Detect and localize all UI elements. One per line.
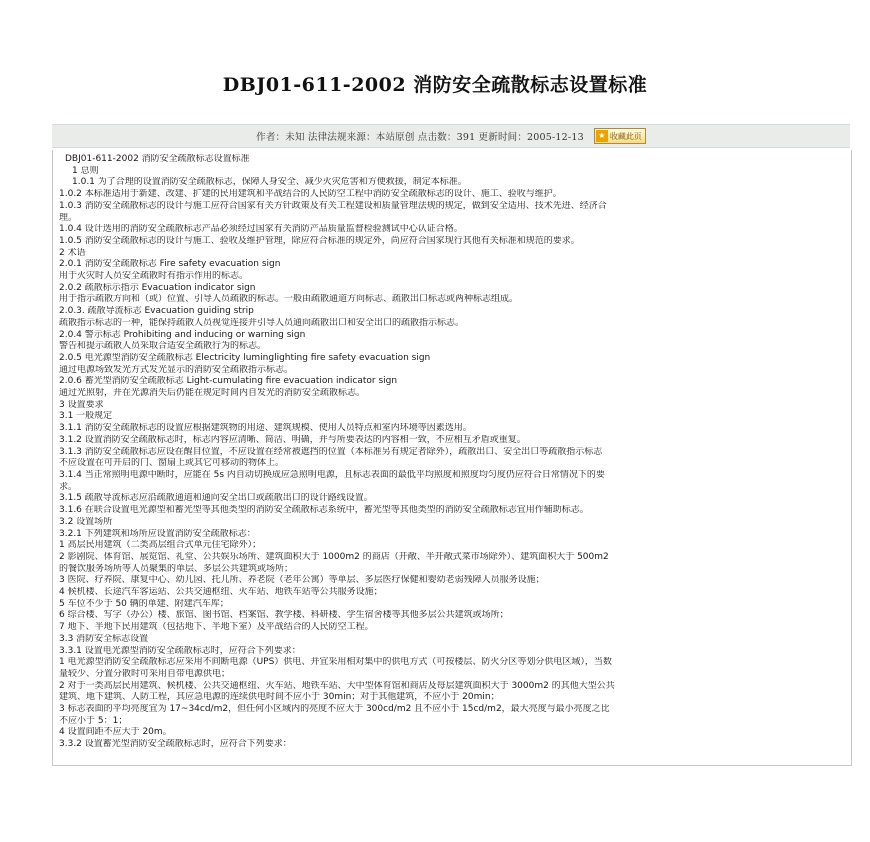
text-line: 3.1.3 消防安全疏散标志应设在醒目位置，不应设置在经常被遮挡的位置（本标准另有规定者除外），疏散出口、安全出口等疏散指示标志: [59, 446, 603, 457]
text-line: 5 车位不少于 50 辆的单建、附建汽车库；: [59, 598, 229, 609]
text-line: 1.0.3 消防安全疏散标志的设计与施工应符合国家有关方针政策及有关工程建设和质量管理法规的规定，做到安全适用、技术先进、经济合: [59, 200, 607, 211]
text-line: 2.0.1 消防安全疏散标志 Fire safety evacuation sign: [59, 259, 281, 270]
text-line: DBJ01-611-2002 消防安全疏散标志设置标准: [65, 154, 250, 164]
text-line: 通过光照射，并在光源消失后仍能在规定时间内自发光的消防安全疏散标志。: [59, 388, 366, 399]
text-line: 1 总则: [72, 165, 99, 176]
text-line: 2.0.6 蓄光型消防安全疏散标志 Light-cumulating fire evacuation indicator sign: [59, 376, 398, 387]
text-line: 求。: [59, 481, 78, 492]
text-line: 3.2 设置场所: [59, 516, 113, 527]
text-line: 2 影剧院、体育馆、展览馆、礼堂、公共娱乐场所、建筑面积大于 1000m2 的商店（开敞、半开敞式菜市场除外）、建筑面积大于 500m2: [59, 551, 609, 562]
article-meta-bar: [52, 124, 850, 148]
text-line: 3 标志表面的平均亮度宜为 17~34cd/m2，但任何小区域内的亮度不应大于 300cd/m2 且不应小于 15cd/m2，最大亮度与最小亮度之比: [59, 704, 610, 715]
text-line: 用于指示疏散方向和（或）位置、引导人员疏散的标志。一般由疏散通道方向标志、疏散出口标志或两种标志组成。: [59, 294, 519, 305]
text-line: 1.0.2 本标准适用于新建、改建、扩建的民用建筑和平战结合的人民防空工程中消防安全疏散标志的设计、施工、验收与维护。: [59, 189, 562, 200]
text-line: 3.1.2 设置消防安全疏散标志时，标志内容应清晰、简洁、明确，并与所要表达的内容相一致，不应相互矛盾或重复。: [59, 434, 526, 445]
text-line: 的餐饮服务场所等人员聚集的单层、多层公共建筑或场所；: [59, 563, 294, 574]
article-body: [59, 154, 839, 751]
text-line: 2 术语: [59, 247, 86, 258]
text-line: 3.3.1 设置电光源型消防安全疏散标志时，应符合下列要求：: [59, 645, 301, 656]
text-line: 3.1.1 消防安全疏散标志的设置应根据建筑物的用途、建筑规模、使用人员特点和室内环境等因素选用。: [59, 423, 472, 434]
text-line: 2.0.2 疏散标示指示 Evacuation indicator sign: [59, 282, 256, 293]
text-line: 2.0.3. 疏散导流标志 Evacuation guiding strip: [59, 306, 254, 317]
star-icon: ★: [596, 130, 608, 142]
text-line: 4 设置间距不应大于 20m。: [59, 727, 172, 738]
text-line: 1.0.5 消防安全疏散标志的设计与施工、验收及维护管理，除应符合标准的规定外，尚应符合国家现行其他有关标准和规范的要求。: [59, 235, 580, 246]
text-line: 6 综合楼、写字（办公）楼、旅馆、图书馆、档案馆、教学楼、科研楼、学生宿舍楼等其他多层公共建筑或场所；: [59, 610, 509, 621]
text-line: 不应设置在可开启的门、窗扇上或其它可移动的物体上。: [59, 458, 285, 469]
text-line: 3 设置要求: [59, 399, 104, 410]
page-title: DBJ01-611-2002 消防安全疏散标志设置标准: [222, 74, 648, 96]
text-line: 4 候机楼、长途汽车客运站、公共交通枢纽、火车站、地铁车站等公共服务设施；: [59, 587, 383, 598]
text-line: 警告和提示疏散人员采取合适安全疏散行为的标志。: [59, 341, 267, 352]
text-line: 3.1.5 疏散导流标志应沿疏散通道和通向安全出口或疏散出口的设计路线设置。: [59, 493, 373, 504]
text-line: 3.1 一般规定: [59, 411, 113, 422]
text-line: 不应小于 5：1；: [59, 715, 128, 726]
text-line: 2 对于一类高层民用建筑、候机楼、公共交通枢纽、火车站、地铁车站、大中型体育馆和商店及每层建筑面积大于 3000m2 的其他大型公共: [59, 680, 615, 691]
text-line: 建筑、地下建筑、人防工程，其应急电源的连续供电时间不应小于 30min；对于其他建筑，不应小于 20min；: [59, 692, 500, 703]
text-line: 量较少、分置分散时可采用自带电源供电；: [59, 668, 231, 679]
text-line: 1 高层民用建筑（二类高层组合式单元住宅除外）；: [59, 540, 262, 551]
text-line: 2.0.5 电光源型消防安全疏散标志 Electricity luminglighting fire safety evacuation sign: [59, 352, 431, 363]
text-line: 理。: [59, 212, 78, 223]
text-line: 3 医院、疗养院、康复中心、幼儿园、托儿所、养老院（老年公寓）等单层、多层医疗保健和婴幼老弱残障人员服务设施；: [59, 575, 545, 586]
favorite-label: 收藏此页: [609, 131, 642, 141]
text-line: 3.3 消防安全标志设置: [59, 633, 149, 644]
text-line: 3.1.4 当正常照明电源中断时，应能在 5s 内自动切换成应急照明电源，且标志表面的最低平均照度和照度均匀度仍应符合日常情况下的要: [59, 469, 605, 480]
article-meta: 作者：未知 法律法规来源：本站原创 点击数：391 更新时间：2005-12-13: [256, 132, 584, 143]
text-line: 7 地下、半地下民用建筑（包括地下、半地下室）及平战结合的人民防空工程。: [59, 622, 374, 633]
text-line: 3.3.2 设置蓄光型消防安全疏散标志时，应符合下列要求：: [59, 739, 292, 750]
text-line: 疏散指示标志的一种，能保持疏散人员视觉连接并引导人员通向疏散出口和安全出口的疏散指示标志。: [59, 317, 465, 328]
text-line: 3.2.1 下列建筑和场所应设置消防安全疏散标志：: [59, 528, 256, 539]
text-line: 用于火灾时人员安全疏散时有指示作用的标志。: [59, 271, 249, 282]
text-line: 1 电光源型消防安全疏散标志应采用不间断电源（UPS）供电、并宜采用相对集中的供电方式（可按楼层、防火分区等划分供电区域），当数: [59, 657, 612, 668]
text-line: 通过电源场致发光方式发光显示的消防安全疏散指示标志。: [59, 364, 294, 375]
text-line: 3.1.6 在联合设置电光源型和蓄光型等其他类型的消防安全疏散标志系统中，蓄光型等其他类型的消防安全疏散标志宜用作辅助标志。: [59, 505, 589, 516]
text-line: 1.0.1 为了合理的设置消防安全疏散标志，保障人身安全、减少火灾危害和方便救援，制定本标准。: [72, 177, 467, 188]
text-line: 2.0.4 警示标志 Prohibiting and inducing or warning sign: [59, 329, 306, 340]
text-line: 1.0.4 设计选用的消防安全疏散标志产品必须经过国家有关消防产品质量监督检验测试中心认证合格。: [59, 224, 463, 235]
favorite-button[interactable]: [594, 128, 646, 144]
